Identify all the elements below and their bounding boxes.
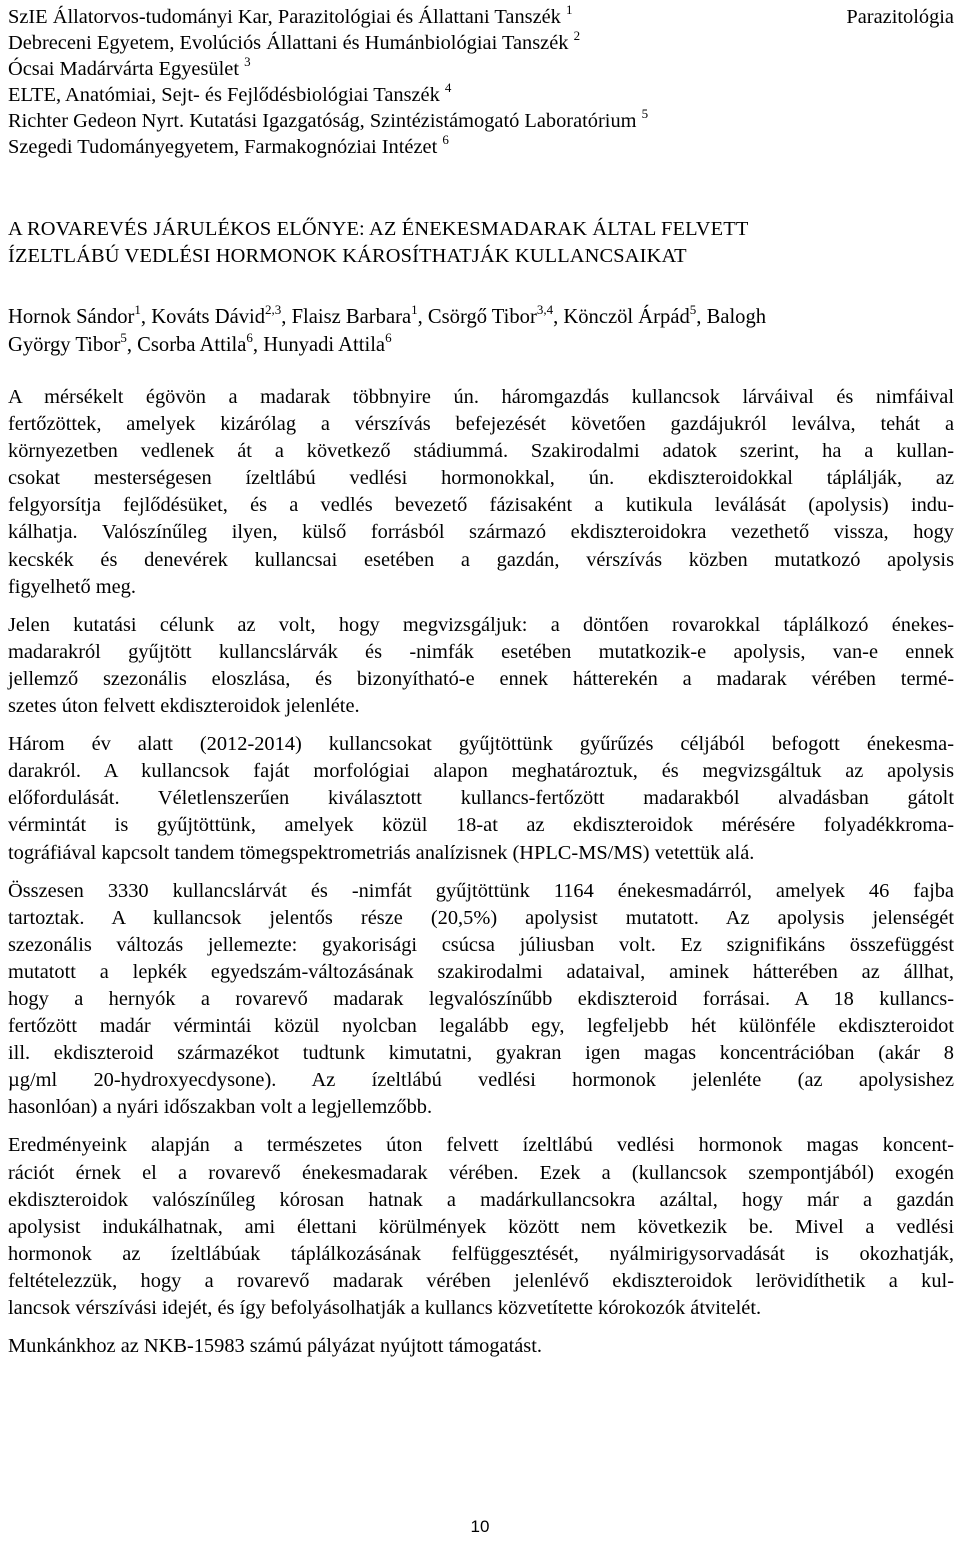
abstract-body xyxy=(8,384,954,1371)
text-line: Három év alatt (2012-2014) kullancsokat gyűjtöttünk gyűrűzés céljából befogott énekesma- xyxy=(8,733,954,756)
text-line: kálhatja. Valószínűleg ilyen, külső forrásból származó ekdiszteroidokra vezethető vissza, hogy xyxy=(8,521,954,544)
text-line: szetes úton felvett ekdiszteroidok jelenléte. xyxy=(8,695,360,718)
affiliation-number: 3 xyxy=(244,54,251,70)
affiliation-number: 5 xyxy=(641,106,649,122)
author-name: Balogh xyxy=(706,306,767,328)
affiliation-line xyxy=(8,56,788,82)
text-line: fertőzött madár vérmintái közül nyolcban legalább egy, legfeljebb hét különféle ekdiszteroidot xyxy=(8,1015,954,1038)
text-line: apolysist indukálhatnak, ami élettani körülmények között nem következik be. Mivel a vedlési xyxy=(8,1215,954,1238)
author-separator: , xyxy=(281,306,292,328)
affiliation-text: Ócsai Madárvárta Egyesület xyxy=(8,58,239,80)
author-name: Csörgő Tibor xyxy=(427,306,537,328)
author-affiliation-number: 5 xyxy=(120,330,127,346)
text-line: Összesen 3330 kullancslárvát és -nimfát gyűjtöttünk 1164 énekesmadárról, amelyek 46 fajba xyxy=(8,879,954,902)
title-line: ÍZELTLÁBÚ VEDLÉSI HORMONOK KÁROSÍTHATJÁK KULLANCSAIKAT xyxy=(8,245,687,267)
author-name: Flaisz Barbara xyxy=(291,306,412,328)
affiliation-text: SzIE Állatorvos-tudományi Kar, Parazitológiai és Állattani Tanszék xyxy=(8,6,561,28)
author-list xyxy=(8,303,956,359)
paragraph xyxy=(8,878,954,1122)
affiliation-text: ELTE, Anatómiai, Sejt- és Fejlődésbiológiai Tanszék xyxy=(8,84,440,106)
affiliation-number: 6 xyxy=(442,132,449,148)
affiliation-line xyxy=(8,134,788,160)
author-name: György Tibor xyxy=(8,334,121,356)
paragraph xyxy=(8,384,954,601)
author-affiliation-number: 1 xyxy=(134,302,141,318)
author-separator: , xyxy=(252,334,264,356)
affiliation-text: Richter Gedeon Nyrt. Kutatási Igazgatóság, Szintézistámogató Laboratórium xyxy=(8,110,637,132)
text-line: Munkánkhoz az NKB-15983 számú pályázat nyújtott támogatást. xyxy=(8,1335,542,1358)
title-line: A ROVAREVÉS JÁRULÉKOS ELŐNYE: AZ ÉNEKESMADARAK ÁLTAL FELVETT xyxy=(8,218,749,240)
text-line: felgyorsítja fejlődésüket, és a vedlés bevezető fázisaként a kutikula leválását (apolysis) indu- xyxy=(8,494,954,517)
paragraph xyxy=(8,1333,954,1360)
affiliation-line xyxy=(8,4,788,30)
author-affiliation-number: 5 xyxy=(689,302,697,318)
section-label: Parazitológia xyxy=(846,6,954,28)
author-separator: , xyxy=(553,306,564,328)
author-name: Csorba Attila xyxy=(137,334,247,356)
text-line: darakról. A kullancsok faját morfológiai alapon meghatároztuk, és megvizsgáltuk az apolysis xyxy=(8,760,954,783)
text-line: ill. ekdiszteroid származékot tudtunk kimutatni, gyakran igen magas koncentrációban (akár 8 xyxy=(8,1042,954,1065)
text-line: előfordulását. Véletlenszerűen kiválasztott kullancs-fertőzött madarakból alvadásban gátolt xyxy=(8,787,954,810)
text-line: A mérsékelt égövön a madarak többnyire ún. háromgazdás kullancsok lárváival és nimfáival xyxy=(8,386,954,408)
text-line: figyelhető meg. xyxy=(8,575,136,598)
author-affiliation-number: 2,3 xyxy=(265,302,282,318)
author-name: Könczöl Árpád xyxy=(563,306,690,328)
text-line: µg/ml 20-hydroxyecdysone). Az ízeltlábú vedlési hormonok jelenléte (az apolysishez xyxy=(8,1069,954,1092)
affiliation-text: Szegedi Tudományegyetem, Farmakognóziai Intézet xyxy=(8,136,438,158)
author-name: Hornok Sándor xyxy=(8,306,135,328)
text-line: hogy a hernyók a rovarevő madarak legvalószínűbb ekdiszteroid forrásai. A 18 kullancs- xyxy=(8,987,954,1010)
text-line: rációt érnek el a rovarevő énekesmadarak vérében. Ezek a (kullancsok szempontjából) exogén xyxy=(8,1161,954,1184)
text-line: mutatott a lepkék egyedszám-változásának szakirodalmi adataival, aminek hátterében az állhat, xyxy=(8,960,954,983)
author-separator: , xyxy=(417,306,428,328)
text-line: Eredményeink alapján a természetes úton felvett ízeltlábú vedlési hormonok magas koncent- xyxy=(8,1134,954,1157)
authors-line-2 xyxy=(8,331,956,359)
paragraph xyxy=(8,731,954,866)
author-separator: , xyxy=(126,334,138,356)
author-separator: , xyxy=(696,306,707,328)
text-line: csokat mesterségesen ízeltlábú vedlési hormonokkal, ún. ekdiszteroidokkal táplálják, az xyxy=(8,467,954,490)
text-line: kecskék és denevérek kullancsai esetében a gazdán, vérszívás közben mutatkozó apolysis xyxy=(8,548,954,571)
paragraph xyxy=(8,1132,954,1322)
affiliations xyxy=(8,4,788,160)
author-affiliation-number: 6 xyxy=(246,330,253,346)
author-name: Kováts Dávid xyxy=(151,306,266,328)
affiliation-number: 4 xyxy=(444,80,452,96)
affiliation-text: Debreceni Egyetem, Evolúciós Állattani és Humánbiológiai Tanszék xyxy=(8,32,569,54)
author-affiliation-number: 3,4 xyxy=(536,302,554,318)
affiliation-line xyxy=(8,30,788,56)
page-number: 10 xyxy=(470,1517,490,1536)
author-affiliation-number: 1 xyxy=(411,302,418,318)
affiliation-line xyxy=(8,82,788,108)
paragraph xyxy=(8,612,954,720)
text-line: ekdiszteroidok valószínűleg kórosan hatnak a madárkullancsokra azáltal, hogy már a gazdán xyxy=(8,1188,954,1211)
text-line: tartoztak. A kullancsok jelentős része (20,5%) apolysist mutatott. Az apolysis jelenségét xyxy=(8,906,954,929)
text-line: hormonok az ízeltlábúak táplálkozásának felfüggesztését, nyálmirigysorvadását is okozhatják, xyxy=(8,1242,954,1265)
author-separator: , xyxy=(140,306,152,328)
text-line: tográfiával kapcsolt tandem tömegspektrometriás analízisnek (HPLC-MS/MS) vetettük alá. xyxy=(8,841,755,864)
text-line: jellemző szezonális eloszlása, és bizonyítható-e ennek hátterekén a madarak vérében termé- xyxy=(8,667,954,690)
text-line: környezetben vedlenek át a következő stádiummá. Szakirodalmi adatok szerint, ha a kullan- xyxy=(8,440,954,463)
author-name: Hunyadi Attila xyxy=(263,334,386,356)
article-title xyxy=(8,216,956,270)
text-line: vérmintát is gyűjtöttünk, amelyek közül 18-at az ekdiszteroidok mérésére folyadékkroma- xyxy=(8,814,954,837)
authors-line-1 xyxy=(8,303,956,331)
affiliation-number: 2 xyxy=(573,28,581,44)
text-line: fertőzöttek, amelyek kizárólag a vérszívás befejezését követően gazdájukról leválva, tehát a xyxy=(8,413,954,436)
author-affiliation-number: 6 xyxy=(385,330,392,346)
text-line: szezonális változás jellemezte: gyakorisági csúcsa júliusban volt. Ez szignifikáns összefüggést xyxy=(8,933,954,956)
text-line: feltételezzük, hogy a rovarevő madarak vérében jelenlévő ekdiszteroidok lerövidíthetik a kul- xyxy=(8,1269,954,1292)
text-line: hasonlóan) a nyári időszakban volt a legjellemzőbb. xyxy=(8,1096,433,1119)
affiliation-line xyxy=(8,108,788,134)
text-line: lancsok vérszívási idejét, és így befolyásolhatják a kullancs közvetítette kórokozók átvitelét. xyxy=(8,1297,762,1319)
text-line: madarakról gyűjtött kullancslárvák és -nimfák esetében mutatkozik-e apolysis, van-e ennek xyxy=(8,640,954,663)
text-line: Jelen kutatási célunk az volt, hogy megvizsgáljuk: a döntően rovarokkal táplálkozó énekes- xyxy=(8,613,954,636)
affiliation-number: 1 xyxy=(566,2,573,18)
